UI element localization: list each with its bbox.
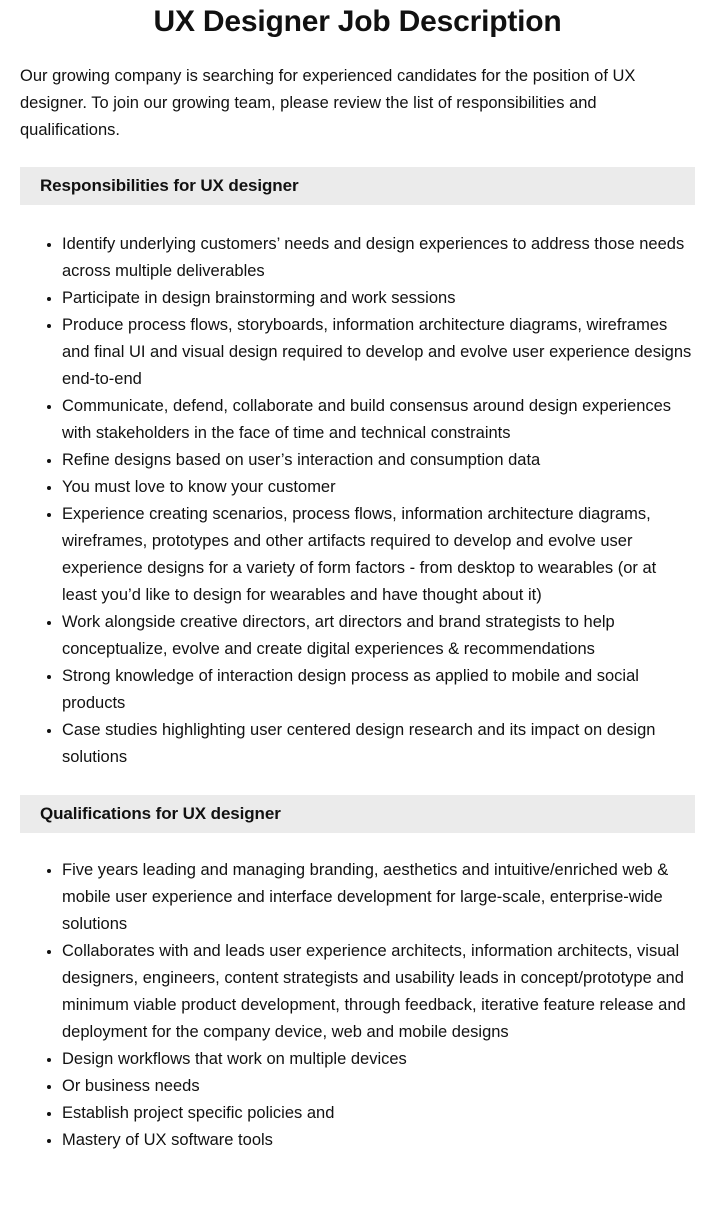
- list-item: • Mastery of UX software tools: [62, 1127, 695, 1154]
- section-qualifications: [20, 795, 695, 1154]
- list-item: • Identify underlying customers’ needs and design experiences to address those needs across multiple deliverables: [62, 231, 695, 285]
- qualifications-list: [20, 857, 695, 1154]
- list-item: • Participate in design brainstorming and work sessions: [62, 285, 695, 312]
- list-item: • Case studies highlighting user centered design research and its impact on design solutions: [62, 717, 695, 771]
- list-item: • Design workflows that work on multiple devices: [62, 1046, 695, 1073]
- list-item: • Or business needs: [62, 1073, 695, 1100]
- list-item: • Collaborates with and leads user experience architects, information architects, visual designers, engineers, content strategists and usability leads in concept/prototype and minimum viable product development, through feedback, iterative feature release and deployment for the company device, web and mobile designs: [62, 938, 695, 1046]
- list-item: • Establish project specific policies and: [62, 1100, 695, 1127]
- list-item: • Communicate, defend, collaborate and build consensus around design experiences with stakeholders in the face of time and technical constraints: [62, 393, 695, 447]
- list-item: • Refine designs based on user’s interaction and consumption data: [62, 447, 695, 474]
- list-item: • Work alongside creative directors, art directors and brand strategists to help conceptualize, evolve and create digital experiences & recommendations: [62, 609, 695, 663]
- intro-paragraph: Our growing company is searching for experienced candidates for the position of UX designer. To join our growing team, please review the list of responsibilities and qualifications.: [20, 67, 636, 139]
- list-item: • Experience creating scenarios, process flows, information architecture diagrams, wireframes, prototypes and other artifacts required to develop and evolve user experience designs for a variety of form factors - from desktop to wearables (or at least you’d like to design for wearables and have thought about it): [62, 501, 695, 609]
- page-title: UX Designer Job Description: [153, 5, 562, 38]
- responsibilities-heading: Responsibilities for UX designer: [20, 167, 695, 205]
- job-description-page: [0, 5, 720, 1223]
- list-item: • You must love to know your customer: [62, 474, 695, 501]
- qualifications-heading: Qualifications for UX designer: [20, 795, 695, 833]
- section-responsibilities: [20, 167, 695, 771]
- list-item: • Produce process flows, storyboards, information architecture diagrams, wireframes and final UI and visual design required to develop and evolve user experience designs end-to-end: [62, 312, 695, 393]
- list-item: • Five years leading and managing branding, aesthetics and intuitive/enriched web & mobile user experience and interface development for large-scale, enterprise-wide solutions: [62, 857, 695, 938]
- list-item: • Strong knowledge of interaction design process as applied to mobile and social products: [62, 663, 695, 717]
- responsibilities-list: [20, 231, 695, 771]
